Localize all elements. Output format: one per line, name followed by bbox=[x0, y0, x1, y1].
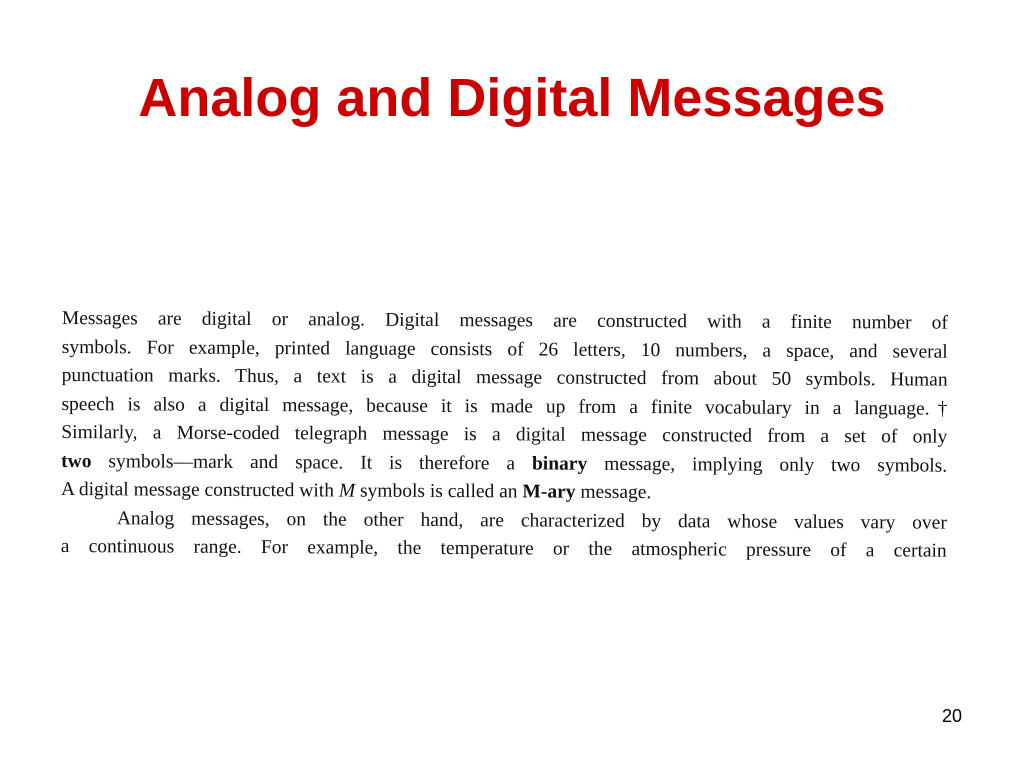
text-line bbox=[61, 476, 947, 509]
text-segment: symbols—mark and space. It is therefore a bbox=[91, 450, 533, 474]
text-line: a continuous range. For example, the temperature or the atmospheric pressure of a certain bbox=[60, 535, 947, 562]
paragraph-analog-messages bbox=[61, 504, 947, 566]
paragraph-digital-messages bbox=[61, 305, 948, 509]
text-segment: message. bbox=[575, 481, 652, 504]
text-line: Messages are digital or analog. Digital messages are constructed with a finite number of bbox=[61, 307, 948, 334]
bold-term-two: two bbox=[61, 450, 92, 472]
text-line bbox=[61, 447, 947, 480]
bold-term-m-ary: M-ary bbox=[522, 481, 576, 503]
text-line: symbols. For example, printed language consists of 26 letters, 10 numbers, a space, and several bbox=[61, 336, 948, 363]
page-number: 20 bbox=[941, 706, 962, 726]
text-line: speech is also a digital message, because it is made up from a finite vocabulary in a language.† bbox=[61, 393, 948, 420]
text-line: punctuation marks. Thus, a text is a digital message constructed from about 50 symbols. Human bbox=[61, 364, 948, 391]
text-segment: symbols is called an bbox=[355, 480, 523, 503]
text-segment: A digital message constructed with bbox=[60, 478, 339, 502]
text-segment: message, implying only two symbols. bbox=[587, 453, 948, 477]
text-line: Similarly, a Morse-coded telegraph message is a digital message constructed from a set of only bbox=[61, 421, 948, 448]
slide-title: Analog and Digital Messages bbox=[138, 68, 886, 128]
scanned-text-excerpt bbox=[61, 305, 948, 566]
italic-symbol-m: M bbox=[338, 480, 356, 502]
bold-term-binary: binary bbox=[531, 452, 588, 475]
text-line: Analog messages, on the other hand, are characterized by data whose values vary over bbox=[116, 507, 947, 534]
